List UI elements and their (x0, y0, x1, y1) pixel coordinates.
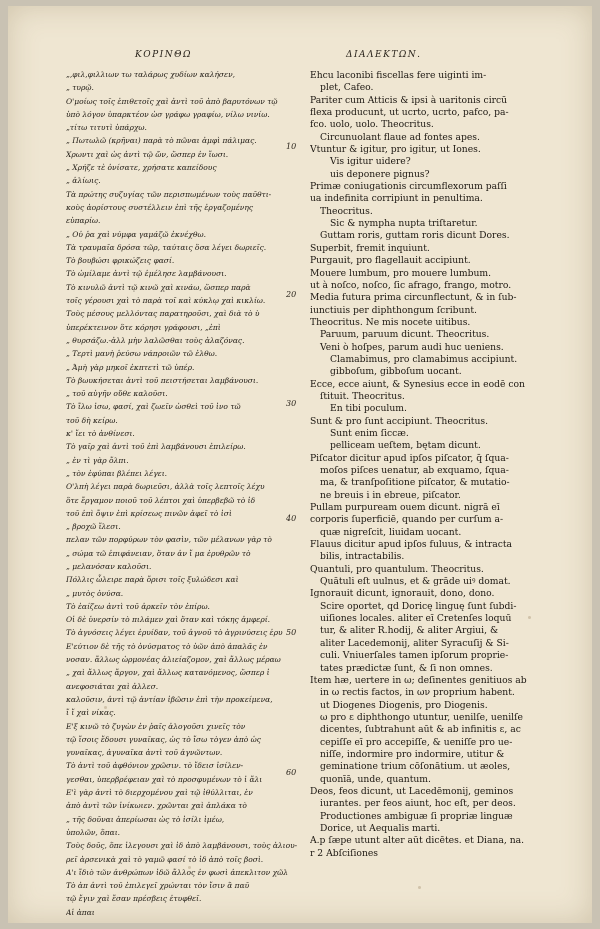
latin-text-line: ua indefinita corripiunt in penultima. (310, 193, 483, 205)
latin-text-line: culi. Vniuerſales tamen ipſorum proprie- (320, 650, 509, 662)
line-number: 60 (286, 768, 297, 777)
greek-text-line: Ε'ξ κινῶ τὸ ζυγὼν ἐν ῥαῖς ἀλογοῦσι χινεῖς τὸν (66, 721, 246, 731)
latin-text-line: Mouere lumbum, pro mouere lumbum. (310, 267, 492, 279)
latin-text-line: Productiones ambiguæ ſi propriæ linguæ (320, 810, 513, 822)
greek-text-line: „ σώμα τῶ ἐπιφάνειαν, ὅταν ἀν ἴ μα ἐρυθρῶν τὸ (66, 548, 251, 558)
latin-text-line: niſſe, indormire pro indormire, utitur & (320, 748, 505, 760)
latin-text-line: Pullam purpuream ouem dicunt. nigrā eī (310, 502, 500, 514)
latin-text-line: Item hæ, uertere in ω; deſinentes genitiuos ab (310, 674, 527, 686)
left-running-head: ΚΟΡΙΝΘΩ (135, 50, 192, 60)
greek-text-line: Οἱ δὲ ὑνερσίν τὸ πιλάμεν χαὶ ὅταν καὶ τόκης ἀμφερί. (66, 615, 271, 625)
latin-text-line: Theocritus. Ne mis nocete uitibus. (310, 316, 471, 328)
latin-text-line: Quātuli eſt uulnus, et & grāde uiꝰ domat. (320, 576, 511, 588)
greek-text-line: Τὸ βουβώσι φρικώζεις φασί. (66, 256, 175, 266)
greek-text-line: τοῦ ἐπὶ ὄψιν ἐπὶ κρίσεως πινῶν ἀφεῖ τὸ ἰσὶ (66, 508, 232, 518)
latin-text-line: Paruum, paruum dicunt. Theocritus. (320, 329, 490, 341)
latin-text-line: Deos, feos dicunt, ut Lacedēmonij, geminos (310, 785, 514, 797)
line-number: 10 (286, 142, 297, 151)
line-number: 40 (286, 514, 297, 523)
greek-text-line: κ' ἴει τὸ ἀνθίνεσι. (66, 429, 135, 439)
latin-text-line: Purgauit, pro flagellauit accipiunt. (310, 255, 471, 267)
greek-text-line: Τὰ τραυμαῖα δρόσα τῶρ, ταύταις ὅσα λέγει δωριεῖς. (66, 242, 267, 252)
greek-text-line: Τοὺς μέσους μελλόντας παρατηροῦσι, χαὶ διὰ τὸ ὺ (66, 309, 260, 319)
latin-text-line: Media futura prima circunflectunt, & in ſub- (310, 292, 517, 304)
latin-text-line: quonīā, unde, quantum. (320, 773, 431, 785)
greek-text-line: ὑπὸ λόγον ὑπαρκτέον ὡσ γράφω γραφίω, νίλω νινίω. (66, 109, 270, 119)
greek-text-line: „ μελανόσαν καλοῦσι. (66, 561, 152, 571)
greek-text-line: Αἱ ἀπαι (66, 907, 95, 917)
latin-text-line: moſos piſces uenatur, ab exquamo, ſqua- (320, 465, 509, 476)
latin-text-line: Superbit, fremit inquiunt. (310, 242, 430, 254)
greek-text-line: Τοὺς δοῦς, ὅπε ἰλεγουσι χαὶ ἰδ ἀπὸ λαμβάνουσι, τοὺς ἀλιου- (66, 841, 298, 851)
latin-text-line: Flauus dicitur apud ipſos fuluus, & intracta (310, 539, 513, 551)
greek-text-line: Τὸ βωυκήσεται ἀντὶ τοῦ πειστήσεται λαμβάνουσι. (66, 375, 259, 385)
greek-text-line: Ε'εύτιον δὲ τῆς τὸ ὀνύσματος τὸ ὑῶν ἀπὸ ἀπαλᾶς ἐν (66, 641, 268, 651)
latin-text-line: aliter Lacedemonij, aliter Syracuſij & Si- (320, 637, 509, 649)
greek-text-line: „ ἀλίωις. (66, 176, 101, 186)
greek-text-column (66, 68, 298, 919)
greek-text-line: „ χαὶ ἄλλως ἄργον, χαὶ ἄλλως κατανόμενος, ὥσπερ ἰ (66, 668, 270, 678)
latin-text-line: Dorice, ut Aequalis marti. (320, 822, 441, 834)
latin-text-line: ma, & tranſpoſitione piſcator, & mutatio- (320, 477, 510, 489)
latin-text-line: tur, & aliter R.hodij, & aliter Argiui, & (320, 625, 499, 637)
greek-text-line: Ο'μοίως τοῖς ἐπιθετοῖς χαὶ ἀντὶ τοῦ ἀπὸ βαρυτόνων τῷ (66, 96, 278, 106)
greek-text-line: „ τοῦ αὐγῆν οὔθε καλοῦσι. (66, 389, 168, 399)
latin-text-line: uiſiones locales. aliter eī Cretenſes loquū (320, 613, 512, 625)
latin-text-line: A.p ſæpe utunt alter aūt dicētes. et Diana, na. (310, 835, 525, 847)
latin-text-line: Piſcator dicitur apud ipſos piſcator, q̄ ſqua- (310, 452, 509, 464)
latin-text-line: ſtituit. Theocritus. (320, 390, 405, 402)
greek-text-line: „τίτω τιτυτὶ ὑπάρχω. (66, 123, 147, 133)
greek-text-line: „ θυρσάζω.-ἀλλ μὴν λαλῶσθαι τοὺς ἀλαζόνας. (66, 335, 245, 345)
greek-text-line: Τὸ ἐαίζεω ἀντὶ τοῦ ἀρκεῖν τὸν ἐπίρω. (66, 601, 210, 611)
latin-text-line: gibboſum, gibboſum uocant. (330, 366, 462, 378)
greek-text-line: Τὸ ἀπ ἀντὶ τοῦ ἐπιλεγεῖ χρώνται τὸν ἴσιν ἃ παῦ (66, 881, 250, 891)
greek-text-line: Ο'λπὴ λέγει παρὰ δωριεῦσι, ἀλλὰ τοῖς λεπτοῖς λέχυ (66, 482, 265, 492)
greek-text-line: „ Χρήζε τὲ ὀνίσατε, χρήσατε καπείδους (66, 163, 217, 173)
latin-text-line: Guttam roris, guttam roris dicunt Dores. (320, 230, 510, 242)
greek-text-line: ἀπὸ ἀντὶ τῶν ἰνίκωιεν. χρῶνται χαὶ ἀπλάκα τὸ (66, 801, 247, 811)
latin-text-line: ω pro ε diphthongo utuntur, uenilſe, uenilſe (320, 711, 523, 723)
greek-text-line: Τὰ πρώτης συζυγίας τῶν περισπωμένων τοὺς παῦθτι- (66, 189, 272, 199)
latin-text-line: Pariter cum Atticis & ipsi à uaritonis circū (310, 94, 508, 106)
latin-text-line: uis deponere pignus? (330, 168, 430, 180)
greek-text-line: Τὸ ἴλω ἰσω, φασί, χαὶ ζωεῖν ὡσθεὶ τοῦ ἰνο τῶ (66, 402, 241, 412)
greek-text-line: „ Ἀμὴ γὰρ μηκοῖ ἐκπτετὶ τῶ ὑπέρ. (66, 362, 195, 372)
latin-text-line: corporis ſuperficiē, quando per curſum a- (310, 514, 504, 526)
greek-text-line: Τὸ ἀγνόσεις λέγει ἐρυίδαν, τοῦ ἀγνοῦ τὸ ἀγρινύσεις ἐρυ (66, 628, 283, 638)
latin-text-line: flexa producunt, ut ucrto, ucrto, pafco, pa- (310, 107, 509, 119)
greek-text-line: Τὸ ὠμίλαμε ἀντὶ τῷ ἐμέλησε λαμβάνουσι. (66, 269, 227, 279)
latin-text-line: fco. uolo, uolo. Theocritus. (310, 119, 434, 131)
greek-text-line: τοῖς γέρουσι χαὶ τὸ παρὰ τοῖ καὶ κύκλῳ χαὶ κικλίω. (66, 296, 266, 306)
latin-text-line: Ignorauit dicunt, ignorauit, dono, dono. (310, 588, 495, 600)
greek-text-line: „ βροχῶ ἴλεσι. (66, 522, 121, 532)
latin-text-line: pelliceam ueſtem, b̄ętam dicunt. (330, 440, 481, 452)
latin-text-line: En tibi poculum. (330, 403, 407, 415)
greek-text-line: γυναῖκας, ἀγυναῖκα ἀντὶ τοῦ ἀγνῶντων. (66, 748, 223, 758)
greek-text-line: ὑπολῶν, ὅπαι. (66, 827, 121, 837)
latin-text-line: r 2 Abſciſiones (310, 847, 379, 859)
latin-text-line: Vtuntur & igitur, pro igitur, ut Iones. (310, 144, 481, 156)
line-number: 20 (286, 290, 297, 299)
greek-text-line: πελαν τῶν πορφύρων τὸν φασὶν, τῶν μέλανων γὰρ τὸ (66, 535, 272, 545)
right-running-head: ΔΙΑΛΕΚΤΩΝ. (346, 50, 422, 60)
greek-text-line: τοῦ δὴ κείρω. (66, 415, 118, 425)
latin-text-line: ut à noſco, noſco, ſic afrago, frango, motro. (310, 279, 512, 291)
latin-text-line: Primæ coniugationis circumflexorum paſſi (310, 181, 507, 193)
latin-text-column (310, 70, 572, 860)
latin-text-line: Veni ò hoſpes, parum audi huc ueniens. (320, 341, 504, 353)
latin-text-line: Sunt & pro ſunt accipiunt. Theocritus. (310, 415, 489, 427)
book-page (8, 6, 592, 923)
latin-text-line: dicentes, ſubtrahunt aūt & ab infinitis ε, ac (320, 724, 521, 736)
latin-text-line: quæ nigreſcit, liuidam uocant. (320, 526, 462, 538)
greek-text-line: κοὺς ἀορίστους συστέλλειν ἐπὶ τῆς ἐργαζομένης (66, 202, 254, 212)
line-number: 30 (286, 399, 297, 408)
greek-text-line: νοσαν. ἄλλως ὡρμονέας ἀλιείαζομον, χαὶ ἄλλως μέραω (66, 655, 281, 665)
latin-text-line: plet, Cafeo. (320, 82, 374, 94)
greek-text-line: ὅτε ἔργαμον ποιοῦ τοῦ λέπτοι χαὶ ὑπερβεβῶ τὸ ἰδ (66, 495, 256, 505)
greek-text-line: Τὸ γαῖρ χαὶ ἀντὶ τοῦ ἐπὶ λαμβάνουσι ἐπιλείρω. (66, 442, 246, 452)
latin-text-line: Ecce, ecce aiunt, & Synesius ecce in eodē con (310, 378, 525, 390)
latin-text-line: in ω rectis factos, in ων proprium habent. (320, 687, 515, 699)
latin-text-line: ut Diogenes Diogenis, pro Diogenis. (320, 699, 488, 711)
greek-text-line: „,φιλ,φιλλιων τω ταλάρως χυδίων καλήσεν, (66, 70, 236, 79)
latin-text-line: Sunt enim ſiccæ. (330, 427, 409, 439)
greek-text-line: „ τυρῷ. (66, 83, 94, 93)
greek-text-line: ὑπερέκτεινον ὅτε κόρησι γράφουσι, „ἐπὶ (66, 322, 221, 332)
latin-text-line: iurantes. per feos aiunt, hoc eſt, per deos. (320, 798, 516, 810)
latin-text-line: Ehcu laconibi fiscellas fere uiginti im- (310, 70, 487, 81)
greek-text-line: τῷ ἴσοις ἔδουσι γυναῖκας, ὡς τὸ ἴσω τὸγεν ἀπὸ ὡς (66, 734, 261, 744)
greek-text-line: γεσθαι, ὑπερβρέφειαν χαὶ τὸ προσφυμένων τὸ ἰ ἄλι (66, 774, 263, 784)
greek-text-line: Τὸ ἀντὶ τοῦ ἀφθόνιον χρῶσιν. τὸ ἴδεισ ἰσίλεν- (66, 761, 244, 771)
greek-text-line: Α'ι ἴδιὸ τῶν ἀνθρώπων ἰδῶ ἄλλος ἐν φωσὶ ἀπεκλιτον χῶλ (66, 867, 289, 877)
greek-text-line: „ Πωτωλῶ (κρῆναι) παρὰ τὸ πῶναι ἀμφὶ πάλιμας. (66, 136, 257, 146)
greek-text-line: „ ἐν τὶ γὰρ ὄλπι. (66, 455, 129, 465)
latin-text-line: Theocritus. (320, 205, 373, 217)
greek-text-line: „ μυτὸς ὀνύσα. (66, 588, 124, 598)
latin-text-line: Sic & nympha nupta triſtaretur. (330, 218, 478, 230)
latin-text-line: Scire oportet, qd̄ Doricę linguę ſunt ſubdi- (320, 600, 517, 612)
greek-text-line: „ Οὐ ῥα χαὶ νύμφα γαμάζῶ ἐκνέχθω. (66, 229, 206, 239)
latin-text-line: ne breuis i in ebreue, piſcator. (320, 489, 461, 501)
latin-text-line: Circunuolant flaue ad fontes apes. (320, 131, 480, 143)
greek-text-line: καλοῦσιν, ἀντὶ τῷ ἀντίαν ἰβῶσιν ἐπὶ τὴν προκείμενα, (66, 694, 273, 704)
greek-text-line: Τὸ κινυλῶ ἀντὶ τῷ κινῶ χαὶ κινάω, ὥσπερ παρὰ (66, 282, 251, 292)
latin-text-line: Clamabimus, pro clamabimus accipiunt. (330, 353, 518, 365)
greek-text-line: τῷ ἔγιν χαὶ ἔσαν πρέσβεις ἐτυφθεῖ. (66, 894, 202, 904)
latin-text-line: Quantuli, pro quantulum. Theocritus. (310, 563, 484, 575)
line-number: 50 (286, 628, 297, 637)
greek-text-line: εὐπαρίω. (66, 216, 101, 226)
latin-text-line: Vis igitur uidere? (330, 156, 411, 168)
greek-text-line: ρεῖ ἀρσενικὰ χαὶ τὸ γαμῶ φασί τὸ ἰδ ἀπὸ τοῖς βοσὶ. (66, 854, 264, 864)
greek-text-line: „ τὸν ἐφύπαι βλέπει λέγει. (66, 468, 168, 478)
latin-text-line: cepiſſe eī pro accepiſſe, & ueniſſe pro ue- (320, 736, 513, 748)
greek-text-line: ἴ ἴ χαὶ νίκας. (66, 708, 116, 718)
greek-text-line: Πόλλις ὦλειρε παρὰ ὄρισι τοῖς ξυλώδεσι καὶ (66, 575, 239, 585)
latin-text-line: tates prædictæ ſunt, & ſi non omnes. (320, 662, 493, 674)
greek-text-line: ανεφοσιάται χαὶ ἀλλεσ. (66, 681, 159, 691)
latin-text-line: bilis, intractabilis. (320, 551, 405, 563)
greek-text-line: „ Τερτὶ μανὴ ῥεύσω νάπροιῶν τῶ ἐλθω. (66, 349, 218, 359)
greek-text-line: Χρωντι χαὶ ὡς ἀντὶ τῷ ὤν, ὥσπερ ἐν ἴωσι. (66, 149, 229, 159)
greek-text-line: „ τῆς δοῦναι ἀπερίωσαι ὡς τὸ ἰσίλι ἰμέω, (66, 814, 225, 824)
latin-text-line: geminatione trium cōſonātium. ut æoles, (320, 761, 511, 773)
greek-text-line: Ε'ὶ γὰρ ἀντὶ τὸ διερχομένου χαὶ τῷ ἰθύλλιται, ἐν (66, 788, 253, 798)
latin-text-line: iunctiuis per diphthongum ſcribunt. (310, 304, 477, 316)
